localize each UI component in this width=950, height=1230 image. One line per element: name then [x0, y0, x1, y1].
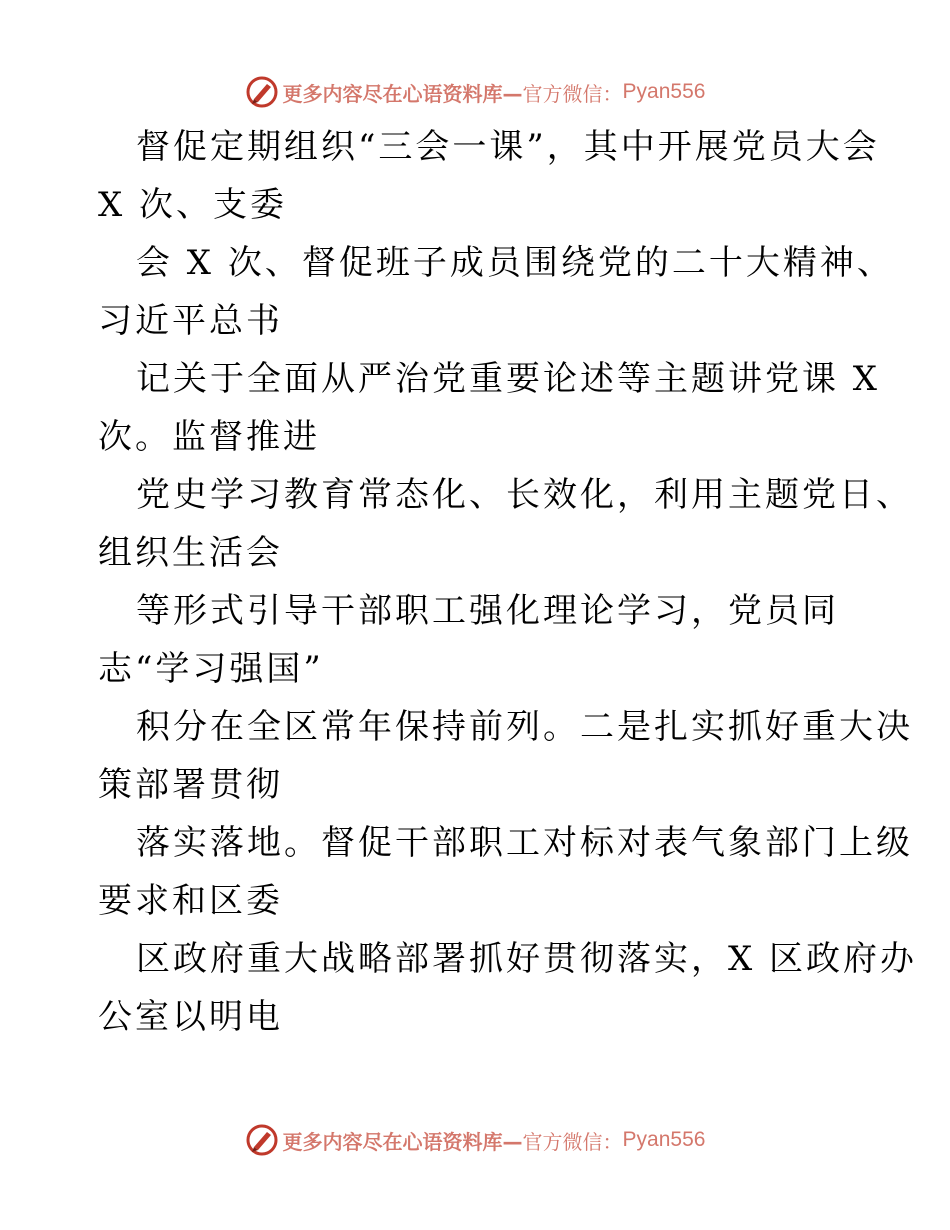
body-line-14: 要求和区委: [98, 881, 283, 921]
body-line-15: 区政府重大战略部署抓好贯彻落实，X 区政府办: [136, 939, 918, 979]
body-line-12: 策部署贯彻: [98, 765, 283, 805]
body-line-13: 落实落地。督促干部职工对标对表气象部门上级: [136, 823, 913, 863]
pen-logo-icon: [245, 75, 279, 109]
body-line-9: 等形式引导干部职工强化理论学习，党员同: [136, 591, 839, 631]
banner-wechat-id: Pyan556: [622, 80, 706, 103]
banner-wechat-id: Pyan556: [622, 1128, 706, 1151]
body-line-11: 积分在全区常年保持前列。二是扎实抓好重大决: [136, 707, 913, 747]
body-line-5: 记关于全面从严治党重要论述等主题讲党课 X: [136, 359, 881, 399]
banner-main-text: 更多内容尽在心语资料库—: [282, 81, 523, 106]
body-line-4: 习近平总书: [98, 301, 283, 341]
body-line-2: X 次、支委: [98, 185, 288, 225]
banner-main-text: 更多内容尽在心语资料库—: [282, 1129, 523, 1154]
body-line-1: 督促定期组织“三会一课”，其中开展党员大会: [136, 127, 880, 167]
pen-logo-icon: [245, 1123, 279, 1157]
header-watermark-banner: [0, 72, 950, 112]
banner-wechat-label: 官方微信：: [522, 81, 623, 106]
body-line-7: 党史学习教育常态化、长效化，利用主题党日、: [136, 475, 913, 515]
banner-wechat-label: 官方微信：: [522, 1129, 623, 1154]
body-line-6: 次。监督推进: [98, 417, 320, 457]
body-line-16: 公室以明电: [98, 997, 283, 1037]
footer-watermark-banner: [0, 1120, 950, 1160]
body-line-8: 组织生活会: [98, 533, 283, 573]
body-line-3: 会 X 次、督促班子成员围绕党的二十大精神、: [136, 243, 894, 283]
body-line-10: 志“学习强国”: [98, 649, 324, 689]
